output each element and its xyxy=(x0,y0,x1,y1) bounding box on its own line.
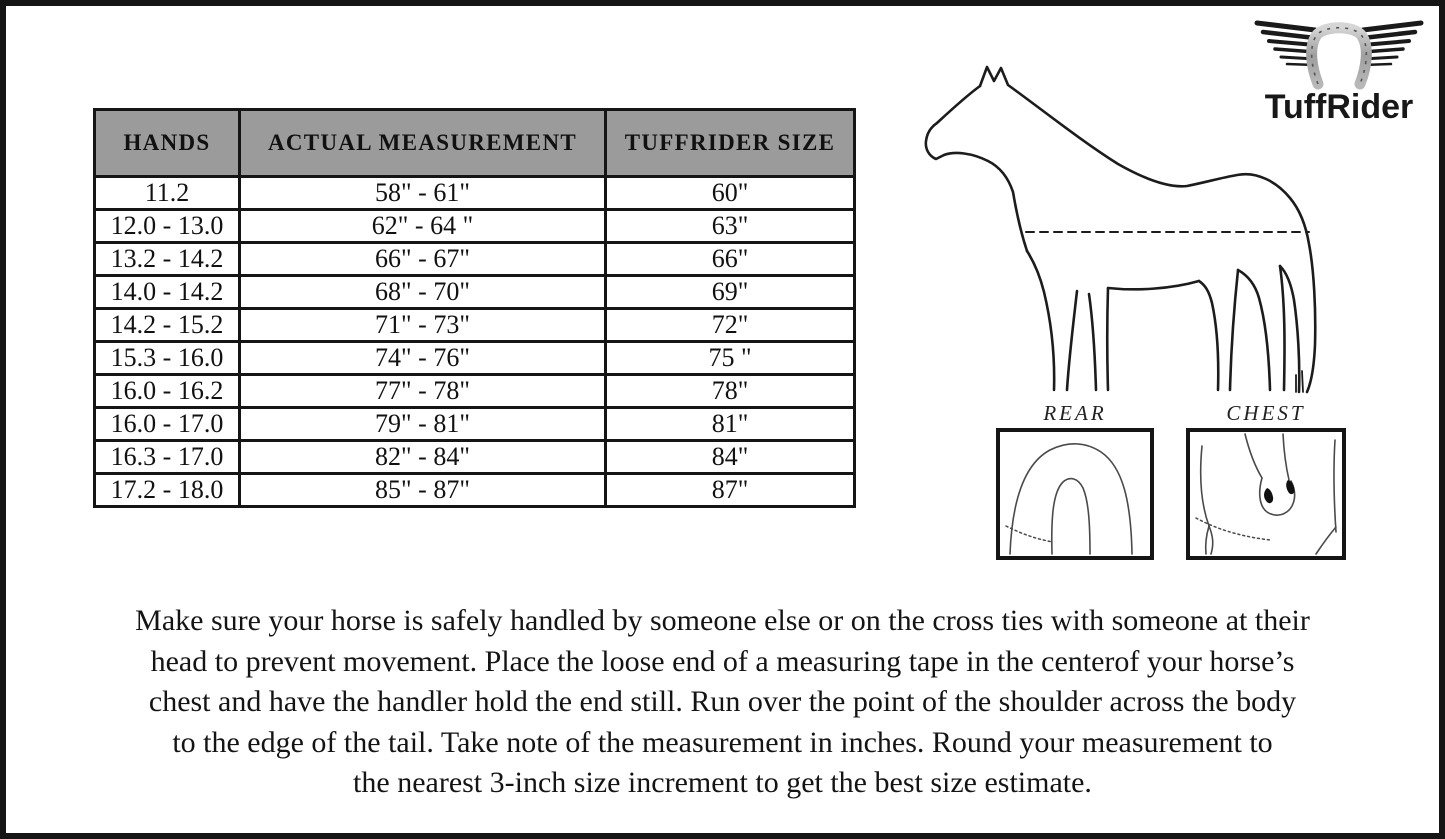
column-header: TUFFRIDER SIZE xyxy=(606,110,855,177)
table-cell: 85" - 87" xyxy=(240,474,606,507)
instruction-line: the nearest 3-inch size increment to get the best size estimate. xyxy=(353,766,1092,799)
table-cell: 14.2 - 15.2 xyxy=(95,309,240,342)
instruction-line: to the edge of the tail. Take note of the measurement in inches. Round your measurement to xyxy=(172,725,1273,759)
left-wing-icon xyxy=(1257,23,1315,65)
horseshoe-icon xyxy=(1312,28,1367,84)
table-row xyxy=(95,474,855,507)
table-cell: 16.0 - 16.2 xyxy=(95,375,240,408)
tuffrider-logo-icon xyxy=(1253,14,1425,90)
table-cell: 75 " xyxy=(606,342,855,375)
chest-label: CHEST xyxy=(1226,401,1306,425)
instruction-line: chest and have the handler hold the end still. Run over the point of the shoulder across the body xyxy=(148,685,1297,718)
header-row xyxy=(95,110,855,177)
size-chart-table xyxy=(93,108,856,508)
table-row xyxy=(95,210,855,243)
table-cell: 58" - 61" xyxy=(240,177,606,210)
chest-view-diagram xyxy=(1186,428,1346,560)
table-cell: 79" - 81" xyxy=(240,408,606,441)
table-cell: 69" xyxy=(606,276,855,309)
table-cell: 15.3 - 16.0 xyxy=(95,342,240,375)
table-cell: 78" xyxy=(606,375,855,408)
table-row xyxy=(95,243,855,276)
table-row xyxy=(95,309,855,342)
table-cell: 82" - 84" xyxy=(240,441,606,474)
table-cell: 62" - 64 " xyxy=(240,210,606,243)
rear-label: REAR xyxy=(1043,401,1107,425)
table-row xyxy=(95,276,855,309)
table-cell: 17.2 - 18.0 xyxy=(95,474,240,507)
table-cell: 74" - 76" xyxy=(240,342,606,375)
table-cell: 14.0 - 14.2 xyxy=(95,276,240,309)
table-cell: 13.2 - 14.2 xyxy=(95,243,240,276)
instruction-line: Make sure your horse is safely handled by someone else or on the cross ties with someone at their xyxy=(135,604,1310,637)
table-row xyxy=(95,408,855,441)
table-cell: 72" xyxy=(606,309,855,342)
instruction-line: head to prevent movement. Place the loose end of a measuring tape in the centerof your horse’s xyxy=(150,644,1295,678)
right-wing-icon xyxy=(1363,23,1421,65)
table-row xyxy=(95,441,855,474)
table-row xyxy=(95,177,855,210)
brand-name: TuffRider xyxy=(1264,88,1414,126)
table-cell: 87" xyxy=(606,474,855,507)
table-cell: 66" - 67" xyxy=(240,243,606,276)
table-row xyxy=(95,375,855,408)
table-cell: 12.0 - 13.0 xyxy=(95,210,240,243)
table-cell: 60" xyxy=(606,177,855,210)
rear-view-art xyxy=(1000,432,1150,556)
size-chart xyxy=(93,108,856,508)
chest-view-art xyxy=(1190,432,1342,556)
table-cell: 81" xyxy=(606,408,855,441)
table-row xyxy=(95,342,855,375)
table-cell: 11.2 xyxy=(95,177,240,210)
table-cell: 68" - 70" xyxy=(240,276,606,309)
column-header: HANDS xyxy=(95,110,240,177)
rear-view-diagram xyxy=(996,428,1154,560)
table-cell: 77" - 78" xyxy=(240,375,606,408)
table-cell: 63" xyxy=(606,210,855,243)
table-cell: 16.0 - 17.0 xyxy=(95,408,240,441)
measuring-instructions xyxy=(32,601,1413,804)
table-cell: 16.3 - 17.0 xyxy=(95,441,240,474)
column-header: ACTUAL MEASUREMENT xyxy=(240,110,606,177)
table-cell: 66" xyxy=(606,243,855,276)
table-cell: 71" - 73" xyxy=(240,309,606,342)
table-cell: 84" xyxy=(606,441,855,474)
